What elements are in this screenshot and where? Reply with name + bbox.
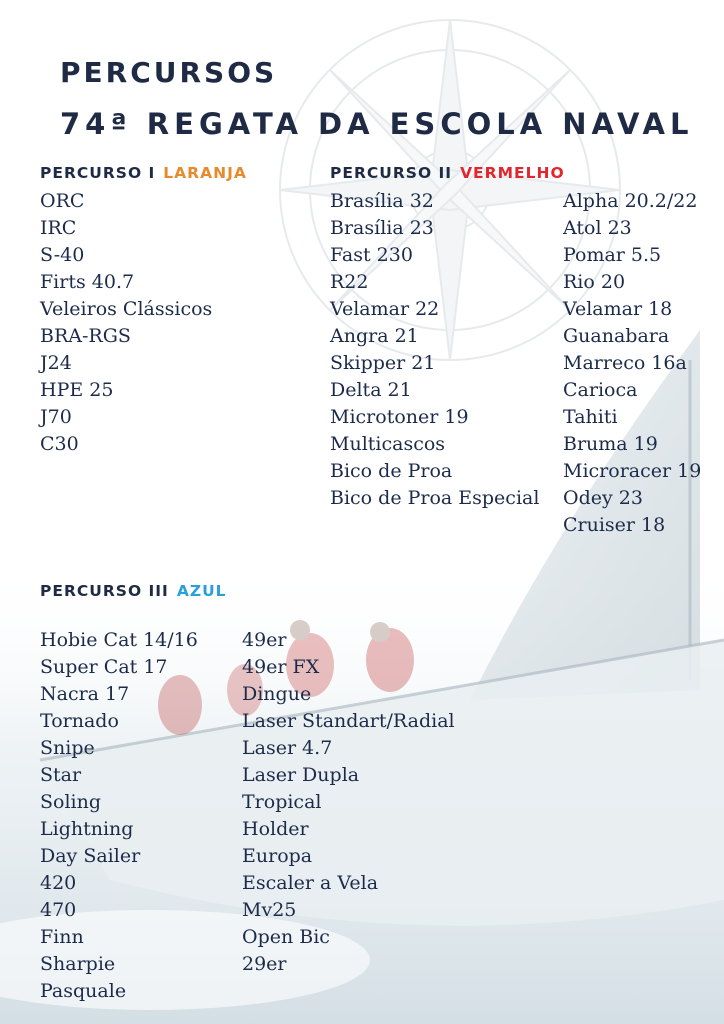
class-item: Atol 23 bbox=[563, 217, 632, 239]
class-item: 49er FX bbox=[242, 656, 320, 678]
class-item: ORC bbox=[40, 190, 85, 212]
class-item: Brasília 23 bbox=[330, 217, 434, 239]
class-item: Delta 21 bbox=[330, 379, 412, 401]
class-item: Bico de Proa Especial bbox=[330, 487, 540, 509]
class-item: Mv25 bbox=[242, 899, 297, 921]
class-item: Tornado bbox=[40, 710, 119, 732]
class-item: BRA-RGS bbox=[40, 325, 131, 347]
class-item: Snipe bbox=[40, 737, 95, 759]
class-item: Brasília 32 bbox=[330, 190, 434, 212]
class-item: Multicascos bbox=[330, 433, 446, 455]
page-title: PERCURSOS bbox=[60, 56, 278, 89]
class-item: Fast 230 bbox=[330, 244, 413, 266]
class-item: Odey 23 bbox=[563, 487, 643, 509]
class-item: Super Cat 17 bbox=[40, 656, 168, 678]
class-item: Nacra 17 bbox=[40, 683, 130, 705]
class-item: Day Sailer bbox=[40, 845, 141, 867]
class-item: Bico de Proa bbox=[330, 460, 453, 482]
class-item: Laser Standart/Radial bbox=[242, 710, 455, 732]
class-item: Velamar 22 bbox=[330, 298, 440, 320]
class-item: Pasquale bbox=[40, 980, 127, 1002]
class-item: 420 bbox=[40, 872, 77, 894]
class-item: Rio 20 bbox=[563, 271, 626, 293]
percurso-2-label: PERCURSO II bbox=[330, 164, 453, 182]
percurso-3-label: PERCURSO III bbox=[40, 582, 169, 600]
class-item: Velamar 18 bbox=[563, 298, 673, 320]
class-item: Firts 40.7 bbox=[40, 271, 135, 293]
class-item: Carioca bbox=[563, 379, 638, 401]
percurso-1-heading bbox=[40, 164, 247, 182]
class-item: Escaler a Vela bbox=[242, 872, 379, 894]
class-item: Pomar 5.5 bbox=[563, 244, 662, 266]
page-subtitle: 74ª REGATA DA ESCOLA NAVAL bbox=[60, 107, 694, 141]
class-item: Guanabara bbox=[563, 325, 670, 347]
class-item: Veleiros Clássicos bbox=[40, 298, 213, 320]
class-item: J24 bbox=[40, 352, 72, 374]
class-item: Bruma 19 bbox=[563, 433, 658, 455]
class-item: C30 bbox=[40, 433, 79, 455]
class-item: HPE 25 bbox=[40, 379, 114, 401]
class-item: Marreco 16a bbox=[563, 352, 687, 374]
class-item: 29er bbox=[242, 953, 287, 975]
class-item: Alpha 20.2/22 bbox=[563, 190, 698, 212]
class-item: Dingue bbox=[242, 683, 312, 705]
class-item: 470 bbox=[40, 899, 77, 921]
class-item: Tropical bbox=[242, 791, 322, 813]
percurso-3-class-list-col1 bbox=[40, 627, 198, 1005]
percurso-3-heading bbox=[40, 582, 227, 600]
percurso-3-class-list-col2 bbox=[242, 627, 455, 978]
class-item: 49er bbox=[242, 629, 287, 651]
percurso-1-label: PERCURSO I bbox=[40, 164, 156, 182]
class-item: Star bbox=[40, 764, 82, 786]
class-item: Angra 21 bbox=[330, 325, 419, 347]
class-item: Finn bbox=[40, 926, 84, 948]
class-item: J70 bbox=[40, 406, 72, 428]
class-item: S-40 bbox=[40, 244, 85, 266]
percurso-1-class-list bbox=[40, 188, 212, 458]
class-item: Lightning bbox=[40, 818, 134, 840]
class-item: Microtoner 19 bbox=[330, 406, 469, 428]
class-item: Skipper 21 bbox=[330, 352, 436, 374]
class-item: Sharpie bbox=[40, 953, 116, 975]
class-item: Europa bbox=[242, 845, 313, 867]
class-item: Hobie Cat 14/16 bbox=[40, 629, 198, 651]
class-item: R22 bbox=[330, 271, 369, 293]
class-item: Tahiti bbox=[563, 406, 618, 428]
percurso-1-color: LARANJA bbox=[163, 164, 247, 182]
percurso-3-color: AZUL bbox=[176, 582, 227, 600]
percurso-2-heading bbox=[330, 164, 565, 182]
class-item: Open Bic bbox=[242, 926, 330, 948]
class-item: Soling bbox=[40, 791, 102, 813]
percurso-2-class-list-col1 bbox=[330, 188, 539, 512]
class-item: IRC bbox=[40, 217, 77, 239]
percurso-2-class-list-col2 bbox=[563, 188, 701, 539]
class-item: Microracer 19 bbox=[563, 460, 702, 482]
class-item: Holder bbox=[242, 818, 309, 840]
percurso-2-color: VERMELHO bbox=[460, 164, 565, 182]
class-item: Laser 4.7 bbox=[242, 737, 333, 759]
class-item: Laser Dupla bbox=[242, 764, 360, 786]
class-item: Cruiser 18 bbox=[563, 514, 666, 536]
